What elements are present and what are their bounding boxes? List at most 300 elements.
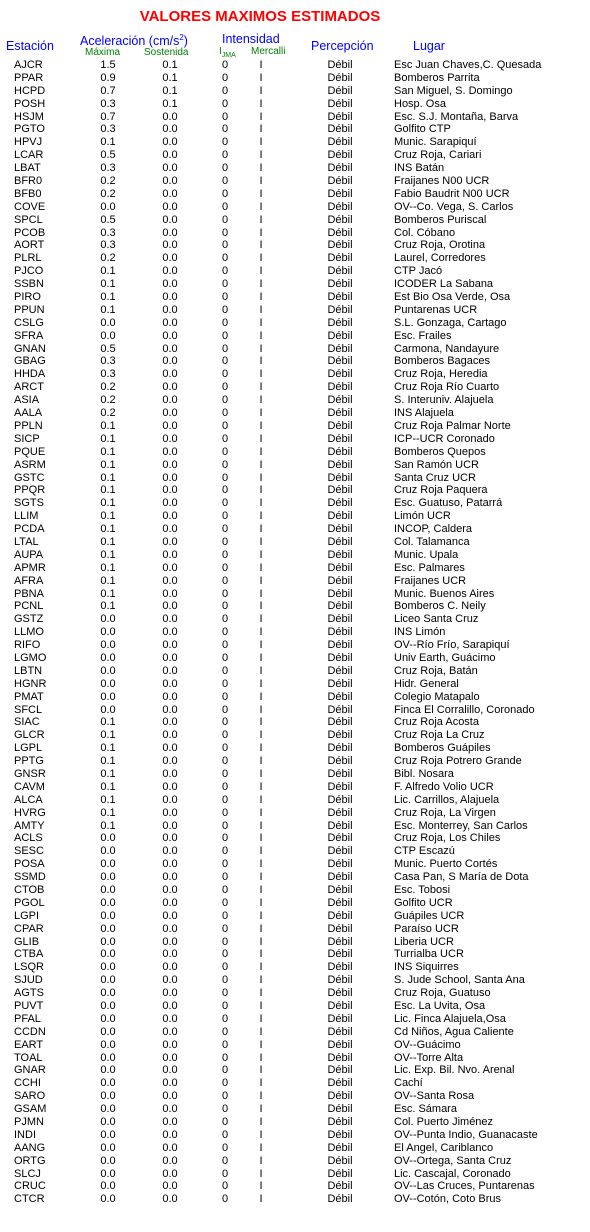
lugar: Cruz Roja, Los Chiles (394, 832, 501, 845)
table-row (0, 85, 590, 98)
intensidad-jma: 0 (221, 162, 229, 175)
aceleracion-sostenida: 0.0 (162, 1180, 178, 1193)
intensidad-jma: 0 (221, 394, 229, 407)
station-code: AJCR (14, 59, 43, 71)
aceleracion-maxima: 1.5 (100, 59, 116, 71)
percepcion: Débil (327, 535, 353, 548)
percepcion: Débil (327, 1090, 353, 1103)
station-code: PJMN (14, 1116, 44, 1129)
table-row (0, 111, 590, 124)
aceleracion-maxima: 0.1 (100, 574, 116, 587)
intensidad-mercalli: I (259, 71, 263, 84)
aceleracion-maxima: 0.0 (100, 974, 116, 987)
intensidad-jma: 0 (221, 1128, 229, 1141)
intensidad-mercalli: I (259, 651, 263, 664)
aceleracion-sostenida: 0.0 (162, 1154, 178, 1167)
lugar: Lic. Carrillos, Alajuela (394, 793, 500, 806)
aceleracion-sostenida: 0.1 (162, 71, 178, 84)
aceleracion-maxima: 0.1 (100, 729, 116, 742)
aceleracion-sostenida: 0.0 (162, 419, 178, 432)
station-code: PBNA (14, 587, 44, 600)
aceleracion-sostenida: 0.0 (162, 651, 178, 664)
station-code: BFR0 (14, 175, 43, 188)
intensidad-jma: 0 (221, 407, 229, 420)
station-code: PPAR (14, 71, 44, 84)
intensidad-jma: 0 (221, 561, 229, 574)
aceleracion-sostenida: 0.0 (162, 755, 178, 768)
lugar: Bomberos C. Neily (394, 600, 486, 613)
percepcion: Débil (327, 342, 353, 355)
intensidad-mercalli: I (259, 832, 263, 845)
lugar: CTP Jacó (394, 265, 443, 278)
aceleracion-maxima: 0.1 (100, 561, 116, 574)
percepcion: Débil (327, 922, 353, 935)
aceleracion-sostenida: 0.0 (162, 884, 178, 896)
lugar: Esc. Guatuso, Patarrá (394, 497, 503, 510)
intensidad-jma: 0 (221, 252, 229, 265)
intensidad-jma: 0 (221, 664, 229, 677)
intensidad-mercalli: I (259, 1051, 263, 1064)
station-code: EART (14, 1038, 44, 1051)
intensidad-mercalli: I (259, 884, 263, 896)
table-row (0, 291, 590, 304)
aceleracion-sostenida: 0.0 (162, 149, 178, 162)
percepcion: Débil (327, 471, 353, 484)
lugar: Esc. Tobosi (394, 884, 451, 896)
station-code: SESC (14, 845, 44, 858)
percepcion: Débil (327, 1038, 353, 1051)
percepcion: Débil (327, 97, 353, 110)
lugar: Est Bio Osa Verde, Osa (394, 291, 511, 304)
intensidad-mercalli: I (259, 1025, 263, 1038)
intensidad-jma: 0 (221, 832, 229, 845)
aceleracion-maxima: 0.1 (100, 419, 116, 432)
intensidad-jma: 0 (221, 1038, 229, 1051)
table-row (0, 974, 590, 987)
aceleracion-sostenida: 0.0 (162, 497, 178, 510)
intensidad-mercalli: I (259, 896, 263, 909)
aceleracion-sostenida: 0.0 (162, 664, 178, 677)
lugar: Cruz Roja Río Cuarto (394, 381, 500, 394)
table-row (0, 691, 590, 704)
percepcion: Débil (327, 819, 353, 832)
header-sostenida: Sostenida (144, 47, 189, 58)
aceleracion-sostenida: 0.0 (162, 394, 178, 407)
header-aceleracion (80, 33, 188, 48)
percepcion: Débil (327, 303, 353, 316)
header-maxima: Máxima (85, 47, 121, 58)
intensidad-mercalli: I (259, 1090, 263, 1103)
aceleracion-maxima: 0.1 (100, 767, 116, 780)
station-code: GLCR (14, 729, 45, 742)
table-row (0, 729, 590, 742)
aceleracion-sostenida: 0.0 (162, 329, 178, 342)
lugar: Fraijanes UCR (394, 574, 467, 587)
intensidad-mercalli: I (259, 419, 263, 432)
intensidad-jma: 0 (221, 84, 229, 97)
table-row (0, 832, 590, 845)
intensidad-mercalli: I (259, 136, 263, 149)
intensidad-mercalli: I (259, 394, 263, 407)
aceleracion-maxima: 0.2 (100, 187, 116, 200)
header-ijma (219, 46, 236, 59)
table-row (0, 562, 590, 575)
lugar: Esc. La Uvita, Osa (394, 1000, 486, 1013)
aceleracion-sostenida: 0.0 (162, 639, 178, 652)
table-row (0, 188, 590, 201)
percepcion: Débil (327, 587, 353, 600)
table-row (0, 265, 590, 278)
table-row (0, 459, 590, 472)
percepcion: Débil (327, 755, 353, 768)
intensidad-jma: 0 (221, 716, 229, 729)
aceleracion-maxima: 0.3 (100, 97, 116, 110)
table-row (0, 1116, 590, 1129)
intensidad-jma: 0 (221, 1167, 229, 1180)
aceleracion-sostenida: 0.0 (162, 381, 178, 394)
intensidad-jma: 0 (221, 497, 229, 510)
percepcion: Débil (327, 265, 353, 278)
station-code: ORTG (14, 1154, 46, 1167)
intensidad-jma: 0 (221, 690, 229, 703)
percepcion: Débil (327, 626, 353, 639)
percepcion: Débil (327, 291, 353, 304)
intensidad-jma: 0 (221, 858, 229, 871)
station-code: SFCL (14, 703, 43, 716)
percepcion: Débil (327, 368, 353, 381)
lugar: Esc. Monterrey, San Carlos (394, 819, 528, 832)
percepcion: Débil (327, 1128, 353, 1141)
intensidad-jma: 0 (221, 909, 229, 922)
intensidad-jma: 0 (221, 651, 229, 664)
aceleracion-sostenida: 0.0 (162, 974, 178, 987)
station-code: SPCL (14, 213, 43, 226)
intensidad-mercalli: I (259, 1064, 263, 1077)
aceleracion-maxima: 0.0 (100, 1180, 116, 1193)
station-code: PPUN (14, 303, 45, 316)
aceleracion-maxima: 0.1 (100, 445, 116, 458)
intensidad-jma: 0 (221, 303, 229, 316)
table-row (0, 355, 590, 368)
percepcion: Débil (327, 561, 353, 574)
intensidad-mercalli: I (259, 471, 263, 484)
lugar: Limón UCR (394, 510, 451, 523)
aceleracion-maxima: 0.1 (100, 780, 116, 793)
aceleracion-sostenida: 0.0 (162, 677, 178, 690)
intensidad-jma: 0 (221, 548, 229, 561)
lugar: INS Siquirres (394, 961, 459, 974)
aceleracion-sostenida: 0.0 (162, 600, 178, 613)
intensidad-jma: 0 (221, 316, 229, 329)
table-row (0, 665, 590, 678)
aceleracion-maxima: 0.0 (100, 1025, 116, 1038)
percepcion: Débil (327, 896, 353, 909)
aceleracion-sostenida: 0.0 (162, 1064, 178, 1077)
table-row (0, 278, 590, 291)
table-row (0, 639, 590, 652)
intensidad-jma: 0 (221, 278, 229, 291)
aceleracion-sostenida: 0.0 (162, 316, 178, 329)
percepcion: Débil (327, 394, 353, 407)
percepcion: Débil (327, 1064, 353, 1077)
intensidad-jma: 0 (221, 1090, 229, 1103)
aceleracion-sostenida: 0.0 (162, 716, 178, 729)
lugar: Cruz Roja, Guatuso (394, 987, 491, 1000)
station-code: GSTZ (14, 613, 44, 626)
percepcion: Débil (327, 767, 353, 780)
lugar: Cruz Roja, Heredia (394, 368, 488, 381)
table-row (0, 652, 590, 665)
intensidad-jma: 0 (221, 755, 229, 768)
station-code: AALA (14, 407, 43, 420)
table-row (0, 871, 590, 884)
intensidad-mercalli: I (259, 200, 263, 213)
aceleracion-maxima: 0.2 (100, 175, 116, 188)
intensidad-mercalli: I (259, 600, 263, 613)
table-row (0, 1129, 590, 1142)
aceleracion-maxima: 0.3 (100, 123, 116, 136)
percepcion: Débil (327, 1116, 353, 1129)
lugar: S. Interuniv. Alajuela (394, 394, 494, 407)
intensidad-mercalli: I (259, 716, 263, 729)
station-code: SFRA (14, 329, 44, 342)
percepcion: Débil (327, 71, 353, 84)
intensidad-jma: 0 (221, 845, 229, 858)
lugar: Santa Cruz UCR (394, 471, 476, 484)
intensidad-jma: 0 (221, 535, 229, 548)
intensidad-mercalli: I (259, 1116, 263, 1129)
table-row (0, 343, 590, 356)
lugar: San Miguel, S. Domingo (394, 84, 513, 97)
aceleracion-sostenida: 0.0 (162, 574, 178, 587)
table-row (0, 1064, 590, 1077)
aceleracion-sostenida: 0.0 (162, 780, 178, 793)
lugar: OV--Las Cruces, Puntarenas (394, 1180, 535, 1193)
intensidad-jma: 0 (221, 896, 229, 909)
intensidad-mercalli: I (259, 974, 263, 987)
station-code: CCHI (14, 1077, 41, 1090)
intensidad-jma: 0 (221, 1154, 229, 1167)
aceleracion-maxima: 0.0 (100, 1103, 116, 1116)
aceleracion-sostenida: 0.0 (162, 458, 178, 471)
intensidad-mercalli: I (259, 381, 263, 394)
table-row (0, 162, 590, 175)
intensidad-mercalli: I (259, 458, 263, 471)
aceleracion-sostenida: 0.0 (162, 136, 178, 149)
table-row (0, 768, 590, 781)
intensidad-mercalli: I (259, 484, 263, 497)
percepcion: Débil (327, 651, 353, 664)
aceleracion-maxima: 0.0 (100, 1167, 116, 1180)
intensidad-mercalli: I (259, 548, 263, 561)
aceleracion-maxima: 0.1 (100, 303, 116, 316)
percepcion: Débil (327, 1012, 353, 1025)
percepcion: Débil (327, 136, 353, 149)
aceleracion-sostenida: 0.0 (162, 626, 178, 639)
aceleracion-sostenida: 0.0 (162, 935, 178, 948)
aceleracion-maxima: 0.0 (100, 858, 116, 871)
intensidad-mercalli: I (259, 690, 263, 703)
aceleracion-maxima: 0.3 (100, 162, 116, 175)
station-code: CCDN (14, 1025, 46, 1038)
station-code: LCAR (14, 149, 44, 162)
station-code: LTAL (14, 535, 39, 548)
aceleracion-maxima: 0.1 (100, 497, 116, 510)
station-code: PMAT (14, 690, 44, 703)
intensidad-jma: 0 (221, 149, 229, 162)
intensidad-mercalli: I (259, 97, 263, 110)
aceleracion-sostenida: 0.0 (162, 162, 178, 175)
intensidad-mercalli: I (259, 1103, 263, 1116)
intensidad-jma: 0 (221, 484, 229, 497)
table-row (0, 820, 590, 833)
aceleracion-maxima: 0.0 (100, 1077, 116, 1090)
lugar: INS Batán (394, 162, 445, 175)
station-code: HVRG (14, 806, 46, 819)
lugar: S.L. Gonzaga, Cartago (394, 316, 507, 329)
intensidad-mercalli: I (259, 922, 263, 935)
intensidad-mercalli: I (259, 561, 263, 574)
aceleracion-maxima: 0.0 (100, 329, 116, 342)
aceleracion-maxima: 0.5 (100, 213, 116, 226)
intensidad-mercalli: I (259, 226, 263, 239)
intensidad-mercalli: I (259, 767, 263, 780)
intensidad-jma: 0 (221, 871, 229, 884)
aceleracion-sostenida: 0.0 (162, 471, 178, 484)
aceleracion-sostenida: 0.0 (162, 587, 178, 600)
intensidad-jma: 0 (221, 1000, 229, 1013)
intensidad-mercalli: I (259, 742, 263, 755)
aceleracion-sostenida: 0.0 (162, 407, 178, 420)
aceleracion-maxima: 0.3 (100, 239, 116, 252)
intensidad-mercalli: I (259, 59, 263, 71)
aceleracion-sostenida: 0.0 (162, 303, 178, 316)
intensidad-jma: 0 (221, 600, 229, 613)
station-code: HSJM (14, 110, 44, 123)
table-row (0, 600, 590, 613)
table-row (0, 716, 590, 729)
lugar: Munic. Sarapiquí (394, 136, 477, 149)
percepcion: Débil (327, 1103, 353, 1116)
lugar: ICODER La Sabana (394, 278, 494, 291)
station-code: SLCJ (14, 1167, 41, 1180)
lugar: San Ramón UCR (394, 458, 479, 471)
lugar: OV--Guácimo (394, 1038, 461, 1051)
intensidad-mercalli: I (259, 1141, 263, 1154)
intensidad-jma: 0 (221, 445, 229, 458)
station-code: INDI (14, 1128, 36, 1141)
table-row (0, 923, 590, 936)
lugar: Cruz Roja Acosta (394, 716, 479, 729)
percepcion: Débil (327, 548, 353, 561)
aceleracion-sostenida: 0.0 (162, 1103, 178, 1116)
aceleracion-sostenida: 0.0 (162, 1128, 178, 1141)
aceleracion-sostenida: 0.0 (162, 561, 178, 574)
station-code: GLIB (14, 935, 40, 948)
lugar: Munic. Puerto Cortés (394, 858, 498, 871)
station-code: AFRA (14, 574, 44, 587)
station-code: LGPL (14, 742, 43, 755)
aceleracion-maxima: 0.0 (100, 200, 116, 213)
aceleracion-maxima: 0.1 (100, 548, 116, 561)
table-row (0, 1180, 590, 1193)
intensidad-mercalli: I (259, 303, 263, 316)
intensidad-jma: 0 (221, 97, 229, 110)
intensidad-mercalli: I (259, 871, 263, 884)
table-row (0, 123, 590, 136)
intensidad-jma: 0 (221, 59, 229, 71)
intensidad-jma: 0 (221, 136, 229, 149)
lugar: Golfito UCR (394, 896, 453, 909)
lugar: Turrialba UCR (394, 948, 464, 961)
percepcion: Débil (327, 858, 353, 871)
aceleracion-maxima: 0.1 (100, 793, 116, 806)
aceleracion-sostenida: 0.0 (162, 368, 178, 381)
percepcion: Débil (327, 1141, 353, 1154)
percepcion: Débil (327, 59, 353, 71)
intensidad-jma: 0 (221, 291, 229, 304)
lugar: ICP--UCR Coronado (394, 432, 495, 445)
intensidad-jma: 0 (221, 742, 229, 755)
station-code: ASIA (14, 394, 40, 407)
table-row (0, 1155, 590, 1168)
intensidad-jma: 0 (221, 175, 229, 188)
table-row (0, 575, 590, 588)
station-code: LGPI (14, 909, 40, 922)
lugar: Lic. Cascajal, Coronado (394, 1167, 511, 1180)
intensidad-jma: 0 (221, 780, 229, 793)
aceleracion-sostenida: 0.0 (162, 961, 178, 974)
intensidad-mercalli: I (259, 780, 263, 793)
table-row (0, 330, 590, 343)
aceleracion-maxima: 0.3 (100, 368, 116, 381)
station-code: COVE (14, 200, 46, 213)
lugar: Fabio Baudrit N00 UCR (394, 187, 510, 200)
table-row (0, 794, 590, 807)
intensidad-jma: 0 (221, 523, 229, 536)
aceleracion-maxima: 0.0 (100, 1051, 116, 1064)
aceleracion-maxima: 0.0 (100, 987, 116, 1000)
station-code: PPLN (14, 419, 43, 432)
intensidad-mercalli: I (259, 355, 263, 368)
percepcion: Débil (327, 458, 353, 471)
aceleracion-maxima: 0.3 (100, 226, 116, 239)
intensidad-mercalli: I (259, 535, 263, 548)
percepcion: Débil (327, 110, 353, 123)
aceleracion-sostenida: 0.1 (162, 84, 178, 97)
table-row (0, 317, 590, 330)
lugar: Bomberos Parrita (394, 71, 480, 84)
station-code: GNAR (14, 1064, 46, 1077)
percepcion: Débil (327, 987, 353, 1000)
table-row (0, 446, 590, 459)
header-percepcion: Percepción (311, 39, 374, 53)
aceleracion-sostenida: 0.0 (162, 510, 178, 523)
intensidad-jma: 0 (221, 922, 229, 935)
intensidad-jma: 0 (221, 510, 229, 523)
lugar: Esc Juan Chaves,C. Quesada (394, 59, 542, 71)
lugar: Puntarenas UCR (394, 303, 478, 316)
intensidad-mercalli: I (259, 1167, 263, 1180)
aceleracion-maxima: 0.3 (100, 355, 116, 368)
intensidad-mercalli: I (259, 175, 263, 188)
aceleracion-maxima: 0.7 (100, 84, 116, 97)
percepcion: Débil (327, 1077, 353, 1090)
intensidad-jma: 0 (221, 729, 229, 742)
aceleracion-sostenida: 0.0 (162, 265, 178, 278)
intensidad-jma: 0 (221, 884, 229, 896)
table-row (0, 149, 590, 162)
